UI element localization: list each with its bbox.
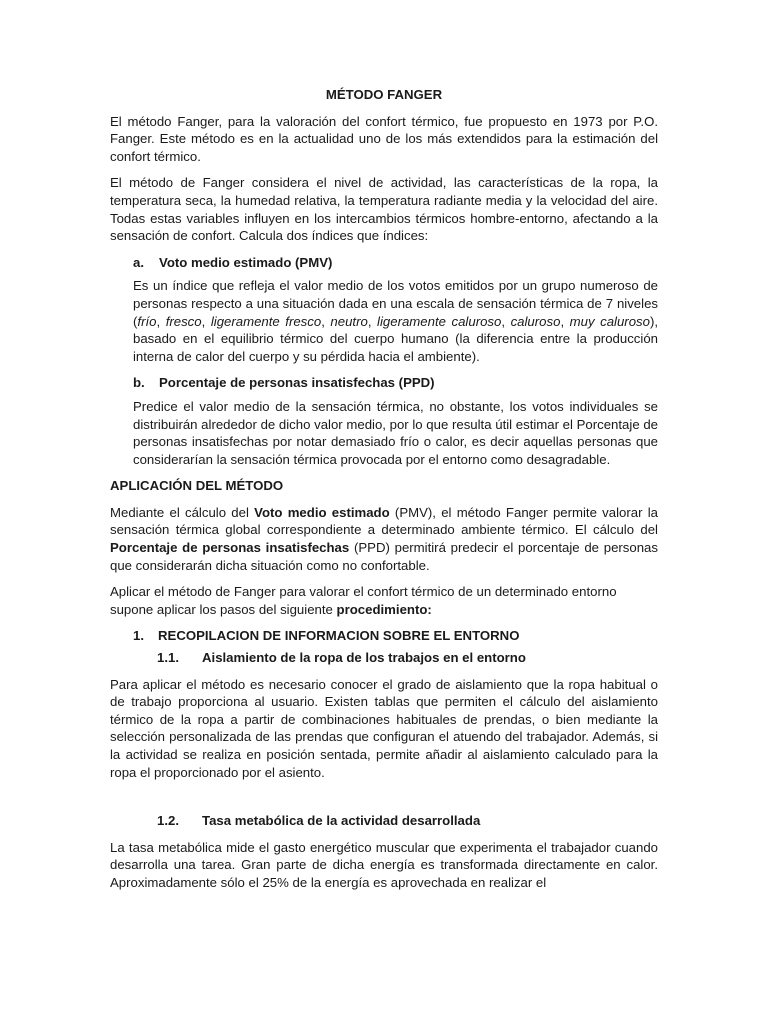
variables-paragraph: El método de Fanger considera el nivel de actividad, las características de la ropa, la temperatura seca, la humedad relativa, la temperatura radiante media y la velocidad del aire. Todas estas variables influyen en los intercambios térmicos hombre-entorno, afectando a la sensación de confort. Calcula dos índices que índices: [110, 175, 658, 244]
item-a-heading [133, 254, 658, 272]
step-1-2-heading: 1.2. Tasa metabólica de la actividad desarrollada [157, 813, 481, 829]
item-b-marker: b. [133, 375, 145, 391]
item-a-marker: a. [133, 254, 144, 270]
page-title: MÉTODO FANGER [325, 87, 443, 102]
spacer [110, 790, 658, 812]
step-1-1-heading: 1.1. Aislamiento de la ropa de los trabajos en el entorno [157, 650, 526, 666]
step-1-heading: 1. RECOPILACION DE INFORMACION SOBRE EL ENTORNO [133, 628, 520, 644]
pmv-paragraph: Es un índice que refleja el valor medio de los votos emitidos por un grupo numeroso de personas respecto a una situación dada en una escala de sensación térmica de 7 niveles (frío, fresco, ligeramente fresco, neutro, ligeramente caluroso, caluroso, muy caluroso), basado en el equilibrio térmico del cuerpo humano (la diferencia entre la producción interna de calor del cuerpo y su pérdida hacia el ambiente). [133, 278, 659, 364]
item-b-title: Porcentaje de personas insatisfechas (PPD) [159, 375, 435, 391]
aislamiento-paragraph: Para aplicar el método es necesario conocer el grado de aislamiento que la ropa habitual o de trabajo proporciona al usuario. Existen tablas que permiten el cálculo del aislamiento térmico de la ropa a partir de combinaciones habituales de prendas, o bien mediante la selección personalizada de las prendas que configuran el atuendo del trabajador. Además, si la actividad se realiza en posición sentada, permite añadir al aislamiento calculado para la ropa el proporcionado por el asiento. [110, 676, 658, 780]
tasa-metabolica-paragraph: La tasa metabólica mide el gasto energético muscular que experimenta el trabajador cuando desarrolla una tarea. Gran parte de dicha energía es transformada directamente en calor. Aproximadamente sólo el 25% de la energía es aprovechada en realizar el [110, 839, 658, 890]
ppd-paragraph: Predice el valor medio de la sensación térmica, no obstante, los votos individuales se distribuirán alrededor de dicho valor medio, por lo que resulta útil estimar el Porcentaje de personas insatisfechas por notar demasiado frío o calor, es decir aquellas personas que considerarían la sensación térmica provocada por el entorno como desagradable. [133, 398, 658, 467]
intro-paragraph: El método Fanger, para la valoración del confort térmico, fue propuesto en 1973 por P.O. Fanger. Este método es en la actualidad uno de los más extendidos para la estimación del confort térmico. [110, 113, 658, 164]
procedimiento-paragraph: Aplicar el método de Fanger para valorar el confort térmico de un determinado entorno supone aplicar los pasos del siguiente procedimiento: [110, 584, 617, 617]
item-b-heading [133, 374, 658, 392]
section-heading-aplicacion: APLICACIÓN DEL MÉTODO [110, 478, 284, 494]
document-body [110, 86, 658, 901]
item-a-title: Voto medio estimado (PMV) [159, 254, 333, 270]
aplicacion-paragraph: Mediante el cálculo del Voto medio estimado (PMV), el método Fanger permite valorar la sensación térmica global correspondiente a determinado ambiente térmico. El cálculo del Porcentaje de personas insatisfechas (PPD) permitirá predecir el porcentaje de personas que considerarán dicha situación como no confortable. [110, 504, 658, 573]
